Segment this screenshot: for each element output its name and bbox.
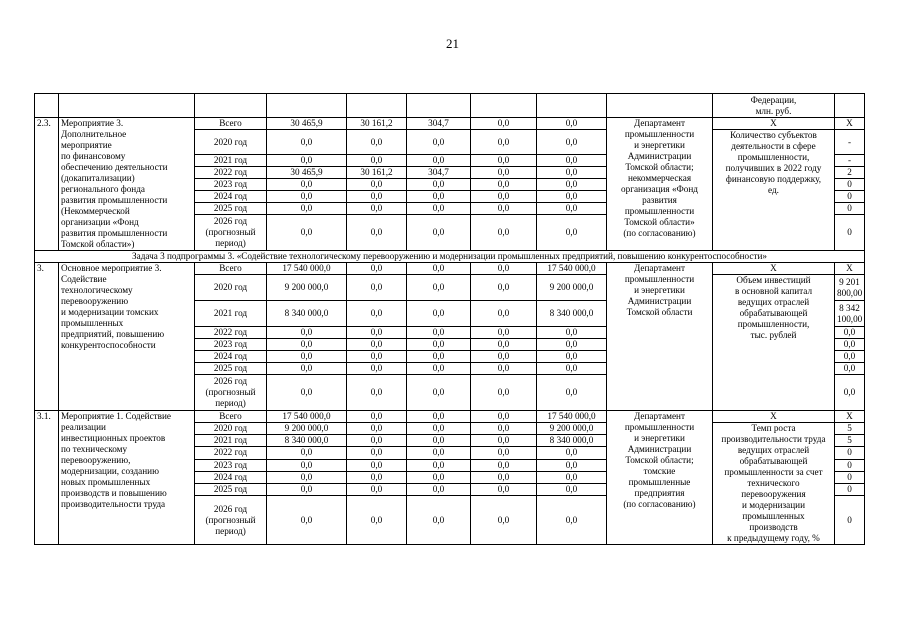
indicator-x: Х — [713, 118, 835, 130]
year-cell: 2025 год — [195, 363, 267, 375]
value-cell: 0,0 — [407, 471, 471, 483]
table-row — [35, 118, 865, 130]
value-cell: 0,0 — [471, 351, 537, 363]
value-cell: 0,0 — [347, 339, 407, 351]
year-cell: Всего — [195, 263, 267, 275]
year-cell: 2026 год (прогнозный период) — [195, 215, 267, 251]
value-cell: 0,0 — [407, 130, 471, 155]
indicator-name: Темп роста производительности труда ведущих отраслей обрабатывающей промышленности за счет технического перевооружения и модернизации промышленных производств к предыдущему году, % — [713, 423, 835, 545]
value-cell: 0,0 — [471, 191, 537, 203]
indicator-value: 5 — [835, 435, 865, 447]
value-cell: 0,0 — [537, 167, 607, 179]
year-cell: 2026 год (прогнозный период) — [195, 375, 267, 411]
value-cell: 0,0 — [471, 423, 537, 435]
value-cell: 0,0 — [471, 435, 537, 447]
value-cell: 0,0 — [471, 459, 537, 471]
value-cell: 0,0 — [267, 215, 347, 251]
page-number: 21 — [446, 36, 459, 51]
year-cell: 2022 год — [195, 447, 267, 459]
value-cell: 0,0 — [537, 327, 607, 339]
year-cell: 2024 год — [195, 351, 267, 363]
value-cell: 0,0 — [471, 167, 537, 179]
value-cell: 0,0 — [267, 191, 347, 203]
task-row — [35, 251, 865, 263]
value-cell: 0,0 — [537, 483, 607, 495]
value-cell: 0,0 — [267, 375, 347, 411]
value-cell: 0,0 — [537, 459, 607, 471]
value-cell: 0,0 — [407, 375, 471, 411]
value-cell: 30 465,9 — [267, 167, 347, 179]
year-cell: 2026 год (прогнозный период) — [195, 496, 267, 545]
value-cell: 0,0 — [537, 203, 607, 215]
indicator-value: 0,0 — [835, 363, 865, 375]
value-cell: 304,7 — [407, 118, 471, 130]
value-cell: 9 200 000,0 — [267, 423, 347, 435]
value-cell: 30 161,2 — [347, 167, 407, 179]
value-cell: 0,0 — [347, 301, 407, 327]
indicator-value: 0 — [835, 459, 865, 471]
value-cell: 0,0 — [347, 130, 407, 155]
value-cell: 0,0 — [347, 351, 407, 363]
indicator-value: 0,0 — [835, 351, 865, 363]
value-cell: 0,0 — [407, 301, 471, 327]
value-cell: 0,0 — [407, 191, 471, 203]
indicator-value: 0 — [835, 483, 865, 495]
measure-name: Основное мероприятие 3. Содействие технологическому перевооружению и модернизации томских промышленных предприятий, повышению конкурентоспособности — [59, 263, 195, 411]
value-cell: 0,0 — [347, 423, 407, 435]
value-cell: 0,0 — [267, 363, 347, 375]
value-cell: 0,0 — [407, 215, 471, 251]
value-cell: 0,0 — [407, 155, 471, 167]
row-number: 2.3. — [35, 118, 59, 251]
indicator-value: 8 342 100,00 — [835, 301, 865, 327]
value-cell: 0,0 — [347, 459, 407, 471]
value-cell: 0,0 — [471, 179, 537, 191]
value-cell: 0,0 — [471, 339, 537, 351]
year-cell: 2022 год — [195, 327, 267, 339]
indicator-value: 0 — [835, 191, 865, 203]
value-cell: 0,0 — [267, 327, 347, 339]
value-cell: 0,0 — [471, 411, 537, 423]
value-cell: 0,0 — [407, 179, 471, 191]
value-cell: 9 200 000,0 — [537, 423, 607, 435]
value-cell: 8 340 000,0 — [537, 301, 607, 327]
value-cell: 0,0 — [471, 496, 537, 545]
value-cell: 9 200 000,0 — [537, 275, 607, 301]
value-cell: 0,0 — [537, 375, 607, 411]
value-cell: 0,0 — [407, 327, 471, 339]
indicator-value: 0 — [835, 215, 865, 251]
row-number: 3.1. — [35, 411, 59, 545]
table-row — [35, 411, 865, 423]
indicator-value: - — [835, 130, 865, 155]
measure-name: Мероприятие 3. Дополнительное мероприятие по финансовому обеспечению деятельности (докапитализации) регионального фонда развития промышленности (Некоммерческой организации «Фонд развития промышленности Томской области») — [59, 118, 195, 251]
value-cell: 0,0 — [347, 471, 407, 483]
value-cell: 0,0 — [347, 263, 407, 275]
value-cell: 0,0 — [471, 327, 537, 339]
value-cell: 0,0 — [537, 447, 607, 459]
year-cell: 2020 год — [195, 130, 267, 155]
value-cell: 0,0 — [471, 471, 537, 483]
indicator-x: Х — [713, 263, 835, 275]
value-cell: 0,0 — [407, 459, 471, 471]
year-cell: Всего — [195, 411, 267, 423]
value-cell: 9 200 000,0 — [267, 275, 347, 301]
year-cell: 2021 год — [195, 301, 267, 327]
value-cell: 0,0 — [471, 155, 537, 167]
indicator-value: 0,0 — [835, 375, 865, 411]
indicator-value: Х — [835, 411, 865, 423]
indicator-value: Х — [835, 118, 865, 130]
value-cell: 8 340 000,0 — [537, 435, 607, 447]
value-cell: 0,0 — [471, 275, 537, 301]
value-cell: 0,0 — [537, 471, 607, 483]
value-cell: 0,0 — [267, 483, 347, 495]
value-cell: 0,0 — [471, 447, 537, 459]
value-cell: 0,0 — [407, 203, 471, 215]
value-cell: 0,0 — [347, 203, 407, 215]
table-row — [35, 263, 865, 275]
year-cell: 2023 год — [195, 459, 267, 471]
indicator-value: 0 — [835, 179, 865, 191]
year-cell: 2020 год — [195, 423, 267, 435]
header-tail-row — [35, 94, 865, 118]
year-cell: 2022 год — [195, 167, 267, 179]
year-cell: Всего — [195, 118, 267, 130]
value-cell: 0,0 — [347, 363, 407, 375]
value-cell: 0,0 — [267, 179, 347, 191]
value-cell: 17 540 000,0 — [267, 411, 347, 423]
value-cell: 17 540 000,0 — [267, 263, 347, 275]
value-cell: 0,0 — [347, 179, 407, 191]
year-cell: 2025 год — [195, 483, 267, 495]
indicator-value: 0,0 — [835, 327, 865, 339]
value-cell: 8 340 000,0 — [267, 435, 347, 447]
value-cell: 0,0 — [407, 363, 471, 375]
value-cell: 0,0 — [471, 483, 537, 495]
value-cell: 17 540 000,0 — [537, 411, 607, 423]
value-cell: 0,0 — [407, 275, 471, 301]
value-cell: 0,0 — [471, 118, 537, 130]
value-cell: 0,0 — [407, 263, 471, 275]
value-cell: 17 540 000,0 — [537, 263, 607, 275]
indicator-value: 0 — [835, 471, 865, 483]
value-cell: 0,0 — [537, 155, 607, 167]
value-cell: 0,0 — [537, 496, 607, 545]
value-cell: 304,7 — [407, 167, 471, 179]
value-cell: 0,0 — [537, 215, 607, 251]
value-cell: 0,0 — [537, 179, 607, 191]
value-cell: 0,0 — [267, 339, 347, 351]
value-cell: 0,0 — [347, 375, 407, 411]
value-cell: 0,0 — [537, 351, 607, 363]
value-cell: 0,0 — [347, 435, 407, 447]
row-number: 3. — [35, 263, 59, 411]
value-cell: 0,0 — [347, 496, 407, 545]
executor: Департамент промышленности и энергетики Администрации Томской области — [607, 263, 713, 411]
indicator-name: Объем инвестиций в основной капитал ведущих отраслей обрабатывающей промышленности, тыс. рублей — [713, 275, 835, 411]
value-cell: 0,0 — [267, 130, 347, 155]
indicator-value: Х — [835, 263, 865, 275]
value-cell: 0,0 — [347, 155, 407, 167]
indicator-value: 9 201 800,00 — [835, 275, 865, 301]
indicator-value: 5 — [835, 423, 865, 435]
year-cell: 2025 год — [195, 203, 267, 215]
value-cell: 0,0 — [347, 275, 407, 301]
value-cell: 0,0 — [347, 483, 407, 495]
year-cell: 2023 год — [195, 339, 267, 351]
year-cell: 2024 год — [195, 471, 267, 483]
value-cell: 0,0 — [347, 411, 407, 423]
indicator-value: 0 — [835, 447, 865, 459]
value-cell: 0,0 — [407, 496, 471, 545]
value-cell: 0,0 — [267, 155, 347, 167]
value-cell: 0,0 — [347, 191, 407, 203]
value-cell: 0,0 — [471, 203, 537, 215]
value-cell: 0,0 — [267, 203, 347, 215]
value-cell: 30 161,2 — [347, 118, 407, 130]
value-cell: 0,0 — [407, 447, 471, 459]
value-cell: 0,0 — [471, 263, 537, 275]
year-cell: 2021 год — [195, 155, 267, 167]
indicator-name: Количество субъектов деятельности в сфере промышленности, получивших в 2022 году финансовую поддержку, ед. — [713, 130, 835, 251]
value-cell: 0,0 — [347, 327, 407, 339]
value-cell: 0,0 — [537, 363, 607, 375]
value-cell: 0,0 — [267, 459, 347, 471]
year-cell: 2024 год — [195, 191, 267, 203]
indicator-value: 0 — [835, 203, 865, 215]
value-cell: 0,0 — [347, 215, 407, 251]
value-cell: 0,0 — [267, 471, 347, 483]
value-cell: 0,0 — [407, 411, 471, 423]
indicator-value: - — [835, 155, 865, 167]
value-cell: 0,0 — [347, 447, 407, 459]
indicator-value: 0 — [835, 496, 865, 545]
indicator-x: Х — [713, 411, 835, 423]
value-cell: 0,0 — [471, 301, 537, 327]
measure-name: Мероприятие 1. Содействие реализации инвестиционных проектов по техническому перевооружению, модернизации, созданию новых промышленных производств и повышению производительности труда — [59, 411, 195, 545]
program-table — [34, 93, 865, 545]
indicator-value: 2 — [835, 167, 865, 179]
value-cell: 0,0 — [407, 435, 471, 447]
year-cell: 2021 год — [195, 435, 267, 447]
value-cell: 0,0 — [407, 339, 471, 351]
executor: Департамент промышленности и энергетики Администрации Томской области; некоммерческая организация «Фонд развития промышленности Томской области» (по согласованию) — [607, 118, 713, 251]
value-cell: 0,0 — [471, 363, 537, 375]
value-cell: 0,0 — [407, 483, 471, 495]
value-cell: 0,0 — [407, 351, 471, 363]
value-cell: 0,0 — [537, 118, 607, 130]
year-cell: 2020 год — [195, 275, 267, 301]
value-cell: 0,0 — [471, 130, 537, 155]
executor: Департамент промышленности и энергетики Администрации Томской области; томские промышленные предприятия (по согласованию) — [607, 411, 713, 545]
value-cell: 0,0 — [267, 496, 347, 545]
value-cell: 0,0 — [471, 215, 537, 251]
value-cell: 0,0 — [471, 375, 537, 411]
value-cell: 0,0 — [407, 423, 471, 435]
task-row-text: Задача 3 подпрограммы 3. «Содействие технологическому перевооружению и модернизации промышленных предприятий, повышению конкурентоспособности» — [35, 251, 865, 263]
indicator-value: 0,0 — [835, 339, 865, 351]
value-cell: 0,0 — [267, 447, 347, 459]
year-cell: 2023 год — [195, 179, 267, 191]
value-cell: 8 340 000,0 — [267, 301, 347, 327]
value-cell: 0,0 — [537, 339, 607, 351]
header-tail-cell: Федерации, млн. руб. — [713, 94, 835, 118]
value-cell: 0,0 — [537, 191, 607, 203]
value-cell: 0,0 — [267, 351, 347, 363]
value-cell: 30 465,9 — [267, 118, 347, 130]
value-cell: 0,0 — [537, 130, 607, 155]
